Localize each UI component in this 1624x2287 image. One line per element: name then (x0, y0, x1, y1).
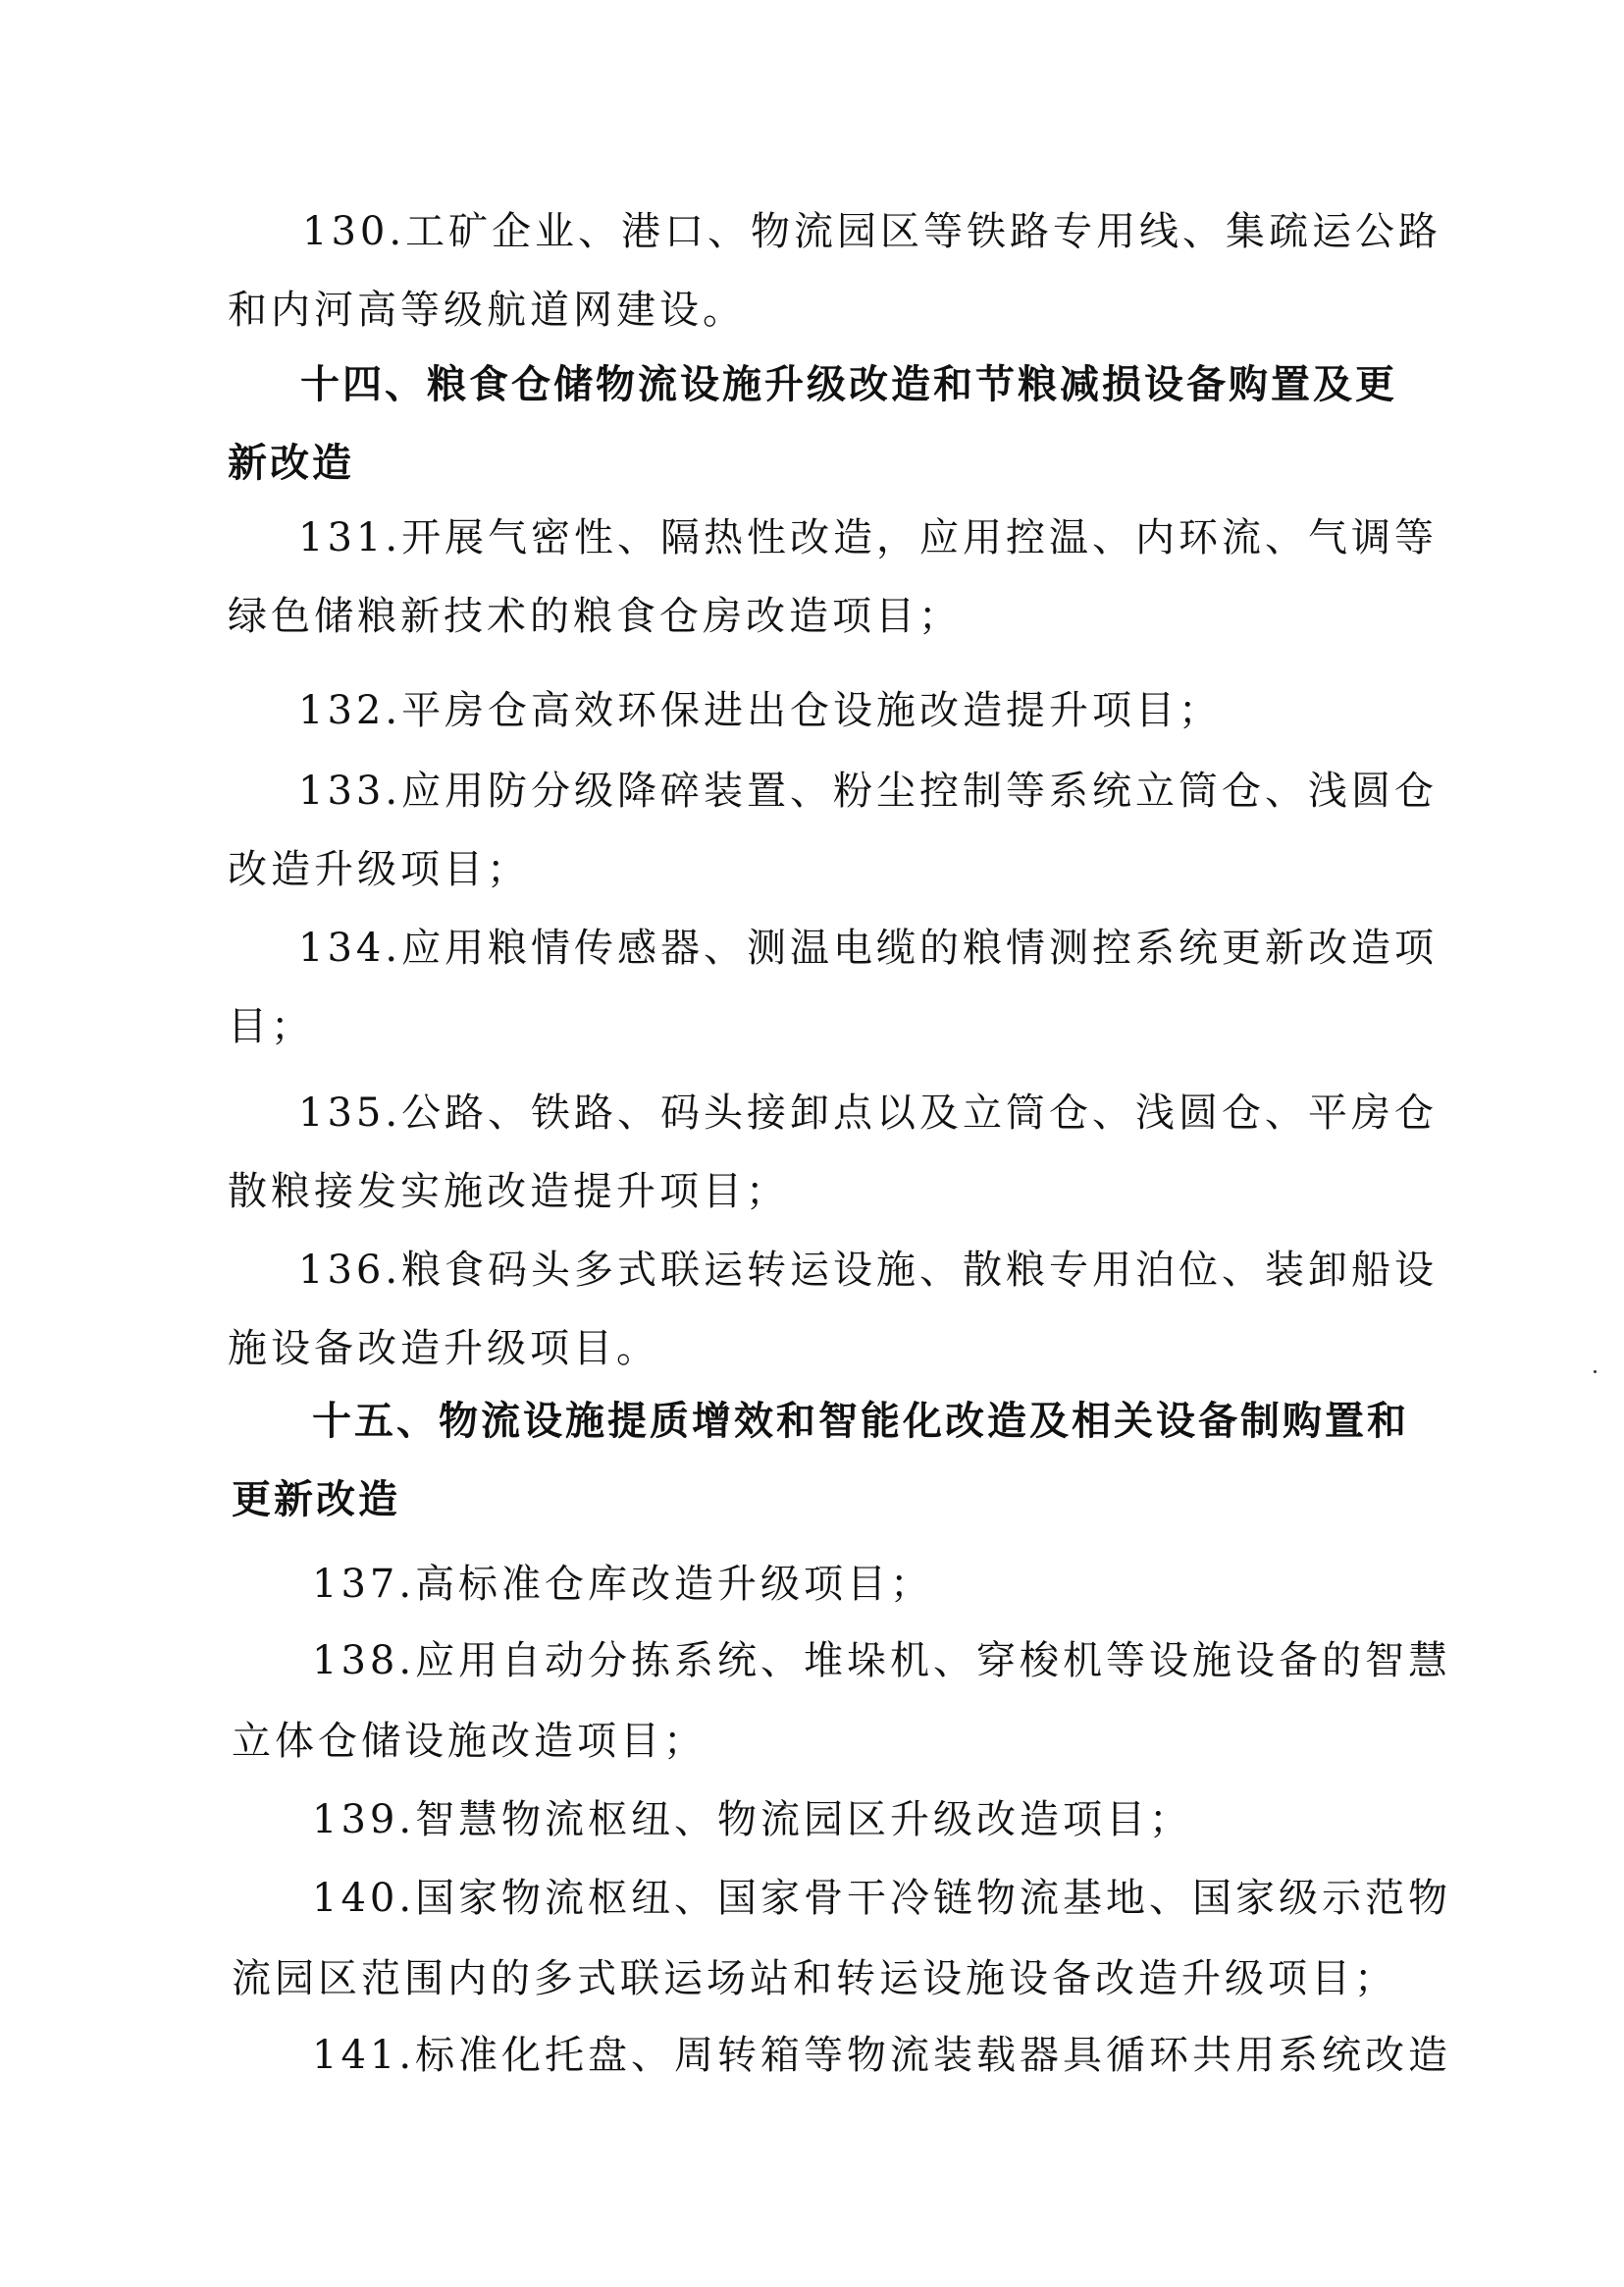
item-131-line-1: 131.开展气密性、隔热性改造，应用控温、内环流、气调等 (298, 515, 1439, 560)
item-133-line-2: 改造升级项目； (228, 847, 530, 892)
section-14-heading-line-1: 十四、粮食仓储物流设施升级改造和节粮减损设备购置及更 (300, 362, 1397, 407)
section-14-heading-line-2: 新改造 (228, 441, 354, 486)
item-134-line-2: 目； (228, 1004, 314, 1049)
item-139-line-1: 139.智慧物流枢纽、物流园区升级改造项目； (312, 1797, 1193, 1842)
section-15-heading-line-1: 十五、物流设施提质增效和智能化改造及相关设备制购置和 (312, 1399, 1409, 1444)
scan-speck (1594, 1370, 1597, 1373)
item-141-line-1: 141.标准化托盘、周转箱等物流装载器具循环共用系统改造 (312, 2033, 1452, 2078)
item-140-line-1: 140.国家物流枢纽、国家骨干冷链物流基地、国家级示范物 (312, 1876, 1452, 1921)
item-137-line-1: 137.高标准仓库改造升级项目； (312, 1562, 934, 1607)
item-140-line-2: 流园区范围内的多式联运场站和转运设施设备改造升级项目； (232, 1956, 1397, 2001)
item-138-line-2: 立体仓储设施改造项目； (232, 1719, 707, 1764)
item-130-line-2: 和内河高等级航道网建设。 (228, 288, 746, 333)
item-136-line-1: 136.粮食码头多式联运转运设施、散粮专用泊位、装卸船设 (298, 1248, 1439, 1293)
item-135-line-2: 散粮接发实施改造提升项目； (228, 1169, 789, 1214)
item-133-line-1: 133.应用防分级降碎装置、粉尘控制等系统立筒仓、浅圆仓 (298, 769, 1439, 814)
item-132-line-1: 132.平房仓高效环保进出仓设施改造提升项目； (298, 688, 1223, 733)
item-134-line-1: 134.应用粮情传感器、测温电缆的粮情测控系统更新改造项 (298, 926, 1439, 971)
item-136-line-2: 施设备改造升级项目。 (228, 1326, 659, 1371)
item-131-line-2: 绿色储粮新技术的粮食仓房改造项目； (228, 594, 962, 639)
item-135-line-1: 135.公路、铁路、码头接卸点以及立筒仓、浅圆仓、平房仓 (298, 1090, 1439, 1136)
item-138-line-1: 138.应用自动分拣系统、堆垛机、穿梭机等设施设备的智慧 (312, 1638, 1452, 1683)
item-130-line-1: 130.工矿企业、港口、物流园区等铁路专用线、集疏运公路 (302, 209, 1442, 254)
section-15-heading-line-2: 更新改造 (232, 1477, 400, 1522)
